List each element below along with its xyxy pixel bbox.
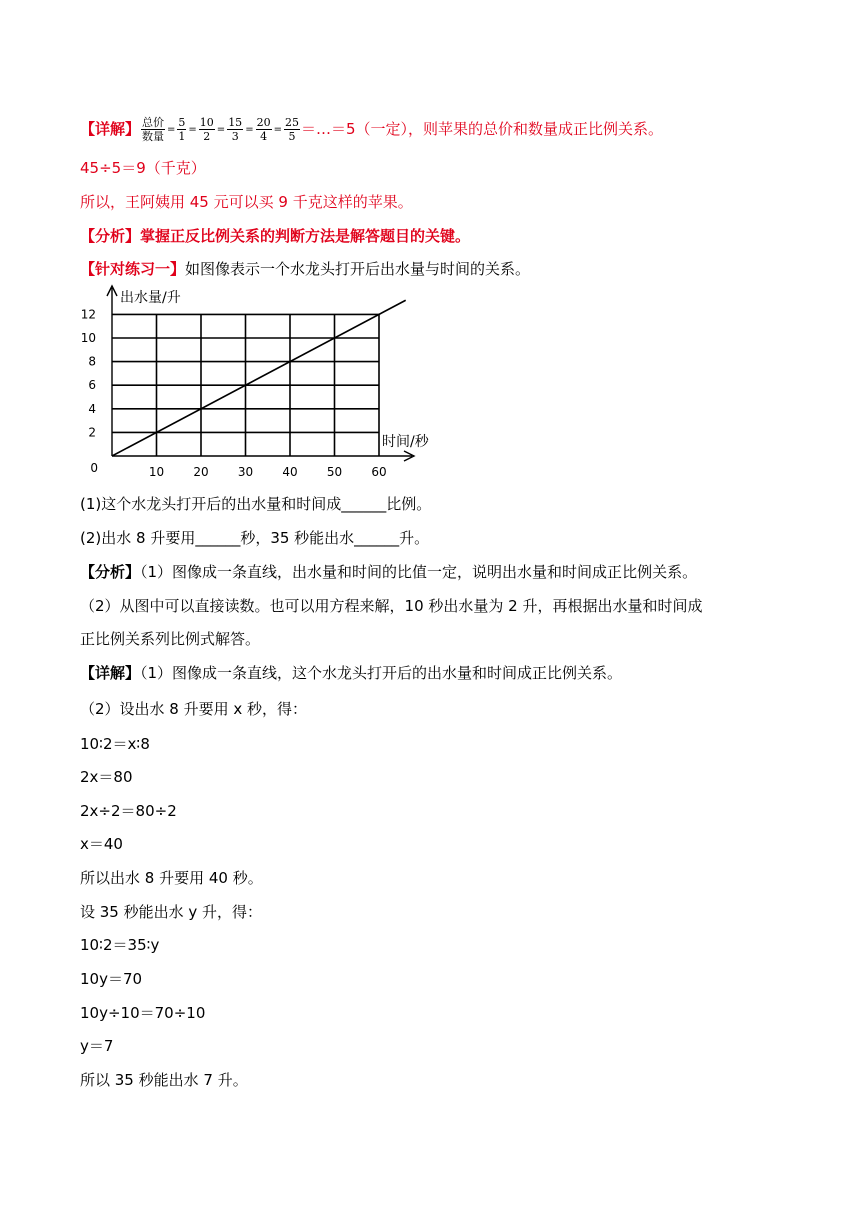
fraction-1: $\frac{5}{1}$	[178, 116, 186, 143]
detail-tag: 【详解】	[80, 120, 141, 138]
x-axis-label: 时间/秒	[382, 434, 429, 450]
solution-line-8: 10y＝70	[80, 970, 143, 988]
solution-line-2: 2x＝80	[80, 768, 133, 786]
question-1: (1)这个水龙头打开后的出水量和时间成______比例。	[80, 495, 432, 513]
y-tick-label: 8	[88, 354, 96, 369]
detail-line-1: 【详解】 $\frac{\text{总价}}{\text{数量}}$ = $\frac{5}{1}$ = $\frac{10}{2}$ = $\frac{15}{3}$ = $\frac{20}{4}$ = $\frac{25}{5}$ ＝…＝5（一定），则苹果的总价和数量成正比例关系。	[80, 116, 664, 143]
solution-line-10: y＝7	[80, 1037, 114, 1055]
detail-tail: ＝…＝5（一定），则苹果的总价和数量成正比例关系。	[300, 120, 664, 138]
solution-line-4: x＝40	[80, 835, 123, 853]
solution-line-0: （2）设出水 8 升要用 x 秒，得：	[80, 700, 308, 718]
y-axis-label: 出水量/升	[120, 290, 181, 306]
exercise-line	[80, 259, 530, 279]
y-tick-label: 10	[80, 331, 96, 345]
solution-line-1: 10∶2＝x∶8	[80, 735, 150, 753]
water-flow-chart	[80, 282, 440, 482]
fraction-5: $\frac{25}{5}$	[284, 116, 299, 143]
x-tick-label: 30	[237, 465, 254, 479]
question-2: (2)出水 8 升要用______秒，35 秒能出水______升。	[80, 529, 430, 547]
x-tick-label: 40	[282, 465, 298, 479]
y-tick-label: 2	[88, 425, 96, 440]
fraction-4: $\frac{20}{4}$	[256, 116, 271, 143]
x-tick-label: 20	[193, 465, 209, 479]
solution-line-11: 所以 35 秒能出水 7 升。	[80, 1071, 248, 1089]
analysis2-line-2: （2）从图中可以直接读数。也可以用方程来解，10 秒出水量为 2 升，再根据出水量和时间成	[80, 597, 703, 615]
analysis2-line-1: 【分析】（1）图像成一条直线，出水量和时间的比值一定，说明出水量和时间成正比例关系。	[80, 563, 698, 581]
x-tick-label: 10	[148, 465, 165, 479]
fraction-total-price-over-quantity: $\frac{\text{总价}}{\text{数量}}$	[142, 116, 165, 143]
solution-line-5: 所以出水 8 升要用 40 秒。	[80, 869, 263, 887]
conclusion-line: 所以，王阿姨用 45 元可以买 9 千克这样的苹果。	[80, 193, 413, 211]
solution-line-3: 2x÷2＝80÷2	[80, 802, 177, 820]
detail2-tag: 【详解】	[80, 664, 141, 682]
analysis2-line-3: 正比例关系列比例式解答。	[80, 630, 261, 648]
solution-line-7: 10∶2＝35∶y	[80, 936, 160, 954]
fraction-2: $\frac{10}{2}$	[199, 116, 214, 143]
detail2-line-1: 【详解】（1）图像成一条直线，这个水龙头打开后的出水量和时间成正比例关系。	[80, 664, 623, 682]
analysis-line: 【分析】掌握正反比例关系的判断方法是解答题目的关键。	[80, 227, 471, 245]
x-tick-label: 60	[371, 465, 387, 479]
x-tick-label: 50	[326, 465, 343, 479]
solution-line-6: 设 35 秒能出水 y 升，得：	[80, 903, 263, 921]
exercise-tag: 【针对练习一】	[80, 260, 186, 278]
fraction-3: $\frac{15}{3}$	[228, 116, 243, 143]
calc-line: 45÷5＝9（千克）	[80, 159, 206, 177]
solution-line-9: 10y÷10＝70÷10	[80, 1004, 206, 1022]
analysis2-tag: 【分析】	[80, 563, 141, 581]
exercise-text: 如图像表示一个水龙头打开后出水量与时间的关系。	[185, 260, 531, 278]
origin-label: 0	[90, 461, 98, 475]
y-tick-label: 12	[80, 307, 96, 322]
y-tick-label: 4	[88, 401, 96, 416]
y-tick-label: 6	[88, 378, 96, 393]
